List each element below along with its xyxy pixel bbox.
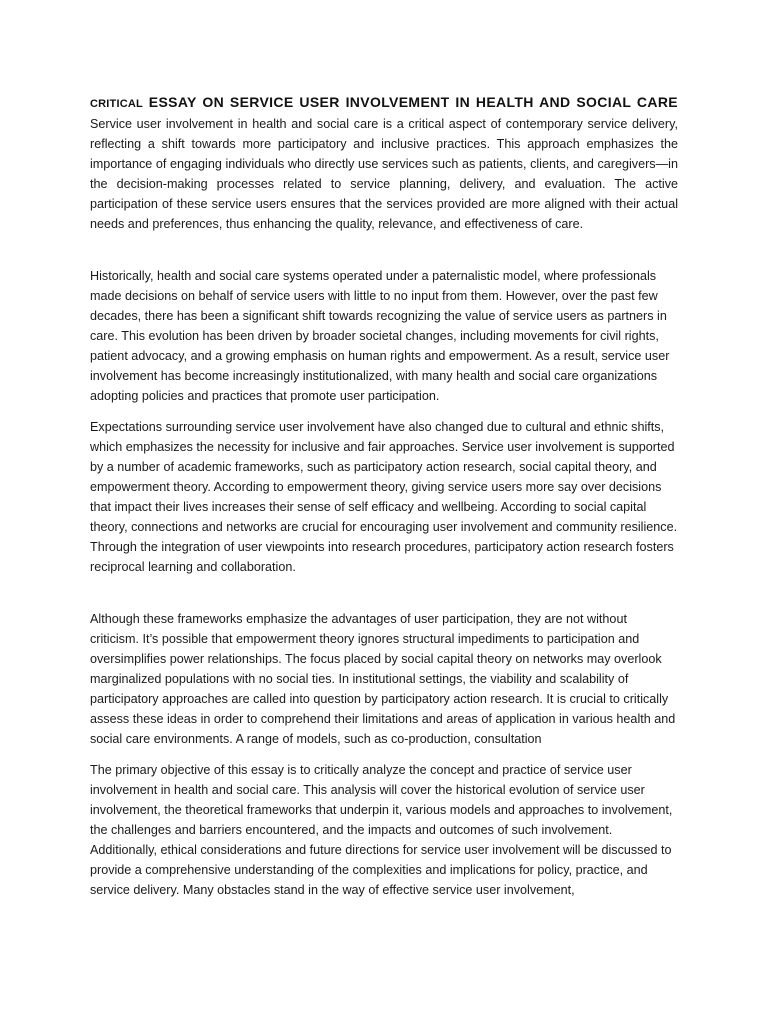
paragraph-objective: The primary objective of this essay is to critically analyze the concept and practice of service user involvement in health and social care. This analysis will cover the historical evolution of service user involvement, the theoretical frameworks that underpin it, various models and approaches to involvement, the challenges and barriers encountered, and the impacts and outcomes of such involvement. Additionally, ethical considerations and future directions for service user involvement will be discussed to provide a comprehensive understanding of the complexities and implications for policy, practice, and service delivery. Many obstacles stand in the way of effective service user involvement, — [90, 763, 673, 897]
title-prefix: CRITICAL — [90, 98, 143, 110]
paragraph-introduction: Service user involvement in health and social care is a critical aspect of contemporary service delivery, reflecting a shift towards more participatory and inclusive practices. This approach emphasizes the importance of engaging individuals who directly use services such as patients, clients, and caregivers—in the decision-making processes related to service planning, delivery, and evaluation. The active participation of these service users ensures that the services provided are more aligned with their actual needs and preferences, thus enhancing the quality, relevance, and effectiveness of care. — [90, 117, 678, 231]
paragraph-criticism: Although these frameworks emphasize the advantages of user participation, they are not without criticism. It’s possible that empowerment theory ignores structural impediments to participation and oversimplifies power relationships. The focus placed by social capital theory on networks may overlook marginalized populations with no social ties. In institutional settings, the viability and scalability of participatory approaches are called into question by participatory action research. It is crucial to critically assess these ideas in order to comprehend their limitations and areas of application in various health and social care environments. A range of models, such as co-production, consultation — [90, 612, 676, 746]
document-body — [90, 92, 678, 900]
essay-title — [90, 92, 678, 114]
paragraph-frameworks: Expectations surrounding service user involvement have also changed due to cultural and ethnic shifts, which emphasizes the necessity for inclusive and fair approaches. Service user involvement is supported by a number of academic frameworks, such as participatory action research, social capital theory, and empowerment theory. According to empowerment theory, giving service users more say over decisions that impact their lives increases their sense of self efficacy and wellbeing. According to social capital theory, connections and networks are crucial for encouraging user involvement and community resilience. Through the integration of user viewpoints into research procedures, participatory action research fosters reciprocal learning and collaboration. — [90, 420, 678, 574]
paragraph-history: Historically, health and social care systems operated under a paternalistic model, where professionals made decisions on behalf of service users with little to no input from them. However, over the past few decades, there has been a significant shift towards recognizing the value of service users as partners in care. This evolution has been driven by broader societal changes, including movements for civil rights, patient advocacy, and a growing emphasis on human rights and empowerment. As a result, service user involvement has become increasingly institutionalized, with many health and social care organizations adopting policies and practices that promote user participation. — [90, 269, 670, 403]
title-main: ESSAY ON SERVICE USER INVOLVEMENT IN HEALTH AND SOCIAL CARE — [142, 94, 678, 110]
